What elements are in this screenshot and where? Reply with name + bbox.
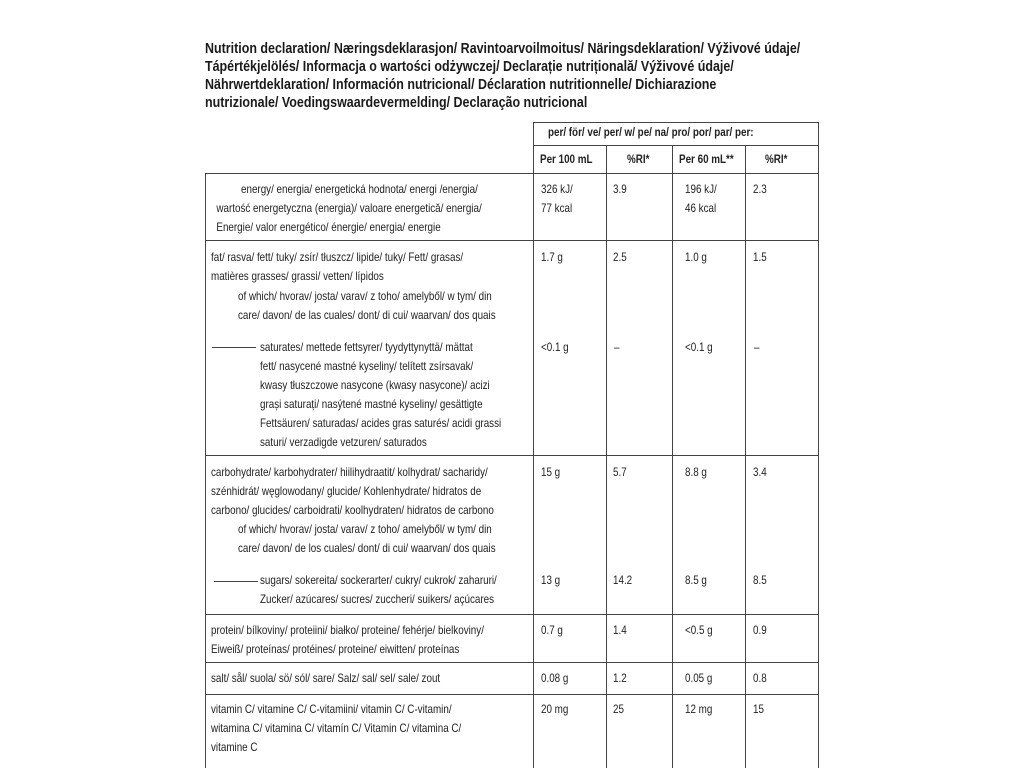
column-divider bbox=[745, 145, 746, 768]
saturates-label: saturates/ mettede fettsyrer/ tyydyttynyttä/ mättat fett/ nasycené mastné kyseliny/ telített zsírsavak/ kwasy tłuszczowe nasycone (kwasy nasycone)/ acizi grași saturați/ nasýtené mastné kyseliny/ gesättigte Fettsäuren/ saturadas/ acides gras saturés/ acidi grassi saturi/ verzadigde vetzuren/ saturados bbox=[260, 340, 502, 449]
energy-ri60: 2.3 bbox=[753, 182, 767, 196]
column-divider bbox=[672, 145, 673, 768]
row-divider bbox=[205, 173, 818, 174]
row-divider bbox=[205, 694, 818, 695]
table-border-left bbox=[205, 173, 206, 768]
sugars-label: sugars/ sokereita/ sockerarter/ cukry/ cukrok/ zaharuri/ Zucker/ azúcares/ sucres/ zuccheri/ suikers/ açúcares bbox=[260, 573, 497, 606]
fat-ri60: 1.5 bbox=[753, 250, 767, 264]
protein-per100: 0.7 g bbox=[541, 623, 563, 637]
column-divider bbox=[606, 145, 607, 768]
vitamin-c-ri100: 25 bbox=[613, 702, 624, 716]
header-divider bbox=[533, 145, 818, 146]
carbohydrate-of-which: of which/ hvorav/ josta/ varav/ z toho/ amelyből/ w tym/ din care/ davon/ de los cuales/ dont/ di cui/ waarvan/ dos quais bbox=[238, 522, 496, 555]
fat-per100: 1.7 g bbox=[541, 250, 563, 264]
salt-ri60: 0.8 bbox=[753, 671, 767, 685]
row-divider bbox=[205, 614, 818, 615]
saturates-ri60: – bbox=[754, 340, 760, 354]
title-line: nutrizionale/ Voedingswaardevermelding/ Declaração nutricional bbox=[205, 95, 588, 111]
vitamin-c-ri60: 15 bbox=[753, 702, 764, 716]
salt-ri100: 1.2 bbox=[613, 671, 627, 685]
per-label: per/ för/ ve/ per/ w/ pe/ na/ pro/ por/ par/ per: bbox=[548, 125, 754, 139]
salt-per60: 0.05 g bbox=[685, 671, 713, 685]
energy-ri100: 3.9 bbox=[613, 182, 627, 196]
carbohydrate-ri100: 5.7 bbox=[613, 465, 627, 479]
carbohydrate-ri60: 3.4 bbox=[753, 465, 767, 479]
sugars-dash bbox=[214, 581, 258, 582]
saturates-dash bbox=[212, 347, 256, 348]
carbohydrate-label: carbohydrate/ karbohydrater/ hiilihydraatit/ kolhydrat/ sacharidy/ szénhidrát/ węglowodany/ glucide/ Kohlenhydrate/ hidratos de carbono/ glucides/ carboidrati/ koolhydraten/ hidratos de carbono bbox=[211, 465, 494, 517]
saturates-ri100: – bbox=[614, 340, 620, 354]
salt-label: salt/ sål/ suola/ sö/ sól/ sare/ Salz/ sal/ sel/ sale/ zout bbox=[211, 671, 441, 685]
row-divider bbox=[205, 455, 818, 456]
fat-ri100: 2.5 bbox=[613, 250, 627, 264]
row-divider bbox=[205, 240, 818, 241]
salt-per100: 0.08 g bbox=[541, 671, 569, 685]
energy-per100: 326 kJ/ 77 kcal bbox=[541, 182, 573, 215]
energy-per60: 196 kJ/ 46 kcal bbox=[685, 182, 717, 215]
row-divider bbox=[205, 662, 818, 663]
protein-label: protein/ bílkoviny/ proteiini/ białko/ proteine/ fehérje/ bielkoviny/ Eiweiß/ proteínas/ protéines/ proteine/ eiwitten/ proteínas bbox=[211, 623, 484, 656]
energy-label: energy/ energia/ energetická hodnota/ energi /energia/ wartość energetyczna (energia)/ valoare energetică/ energia/ Energie/ valor energético/ énergie/ energia/ energie bbox=[216, 182, 482, 234]
carbohydrate-per60: 8.8 g bbox=[685, 465, 707, 479]
column-header-ri60: %RI* bbox=[765, 152, 788, 166]
header-top-border bbox=[533, 122, 818, 123]
sugars-ri100: 14.2 bbox=[613, 573, 633, 587]
protein-ri100: 1.4 bbox=[613, 623, 627, 637]
column-header-per100: Per 100 mL bbox=[540, 152, 593, 166]
title-line: Nährwertdeklaration/ Información nutricional/ Déclaration nutritionnelle/ Dichiarazione bbox=[205, 77, 717, 93]
table-border-right bbox=[818, 122, 819, 768]
column-header-per60: Per 60 mL** bbox=[679, 152, 734, 166]
title-line: Tápértékjelölés/ Informacja o wartości odżywczej/ Declarație nutrițională/ Výživové údaje/ bbox=[205, 59, 734, 75]
sugars-per60: 8.5 g bbox=[685, 573, 707, 587]
column-divider bbox=[533, 122, 534, 768]
sugars-ri60: 8.5 bbox=[753, 573, 767, 587]
vitamin-c-per60: 12 mg bbox=[685, 702, 713, 716]
fat-per60: 1.0 g bbox=[685, 250, 707, 264]
title-line: Nutrition declaration/ Næringsdeklarasjon/ Ravintoarvoilmoitus/ Näringsdeklaration/ Výživové údaje/ bbox=[205, 41, 801, 57]
page-title bbox=[205, 40, 801, 112]
sugars-per100: 13 g bbox=[541, 573, 561, 587]
saturates-per100: <0.1 g bbox=[541, 340, 569, 354]
column-header-ri100: %RI* bbox=[627, 152, 650, 166]
fat-label: fat/ rasva/ fett/ tuky/ zsír/ tłuszcz/ lipide/ tuky/ Fett/ grasas/ matières grasses/ grassi/ vetten/ lípidos bbox=[211, 250, 464, 283]
fat-of-which: of which/ hvorav/ josta/ varav/ z toho/ amelyből/ w tym/ din care/ davon/ de las cuales/ dont/ di cui/ waarvan/ dos quais bbox=[238, 289, 496, 322]
vitamin-c-label: vitamin C/ vitamine C/ C-vitamiini/ vitamin C/ C-vitamin/ witamina C/ vitamina C/ vitamín C/ Vitamin C/ vitamina C/ vitamine C bbox=[211, 702, 462, 754]
carbohydrate-per100: 15 g bbox=[541, 465, 561, 479]
protein-ri60: 0.9 bbox=[753, 623, 767, 637]
protein-per60: <0.5 g bbox=[685, 623, 713, 637]
vitamin-c-per100: 20 mg bbox=[541, 702, 569, 716]
saturates-per60: <0.1 g bbox=[685, 340, 713, 354]
